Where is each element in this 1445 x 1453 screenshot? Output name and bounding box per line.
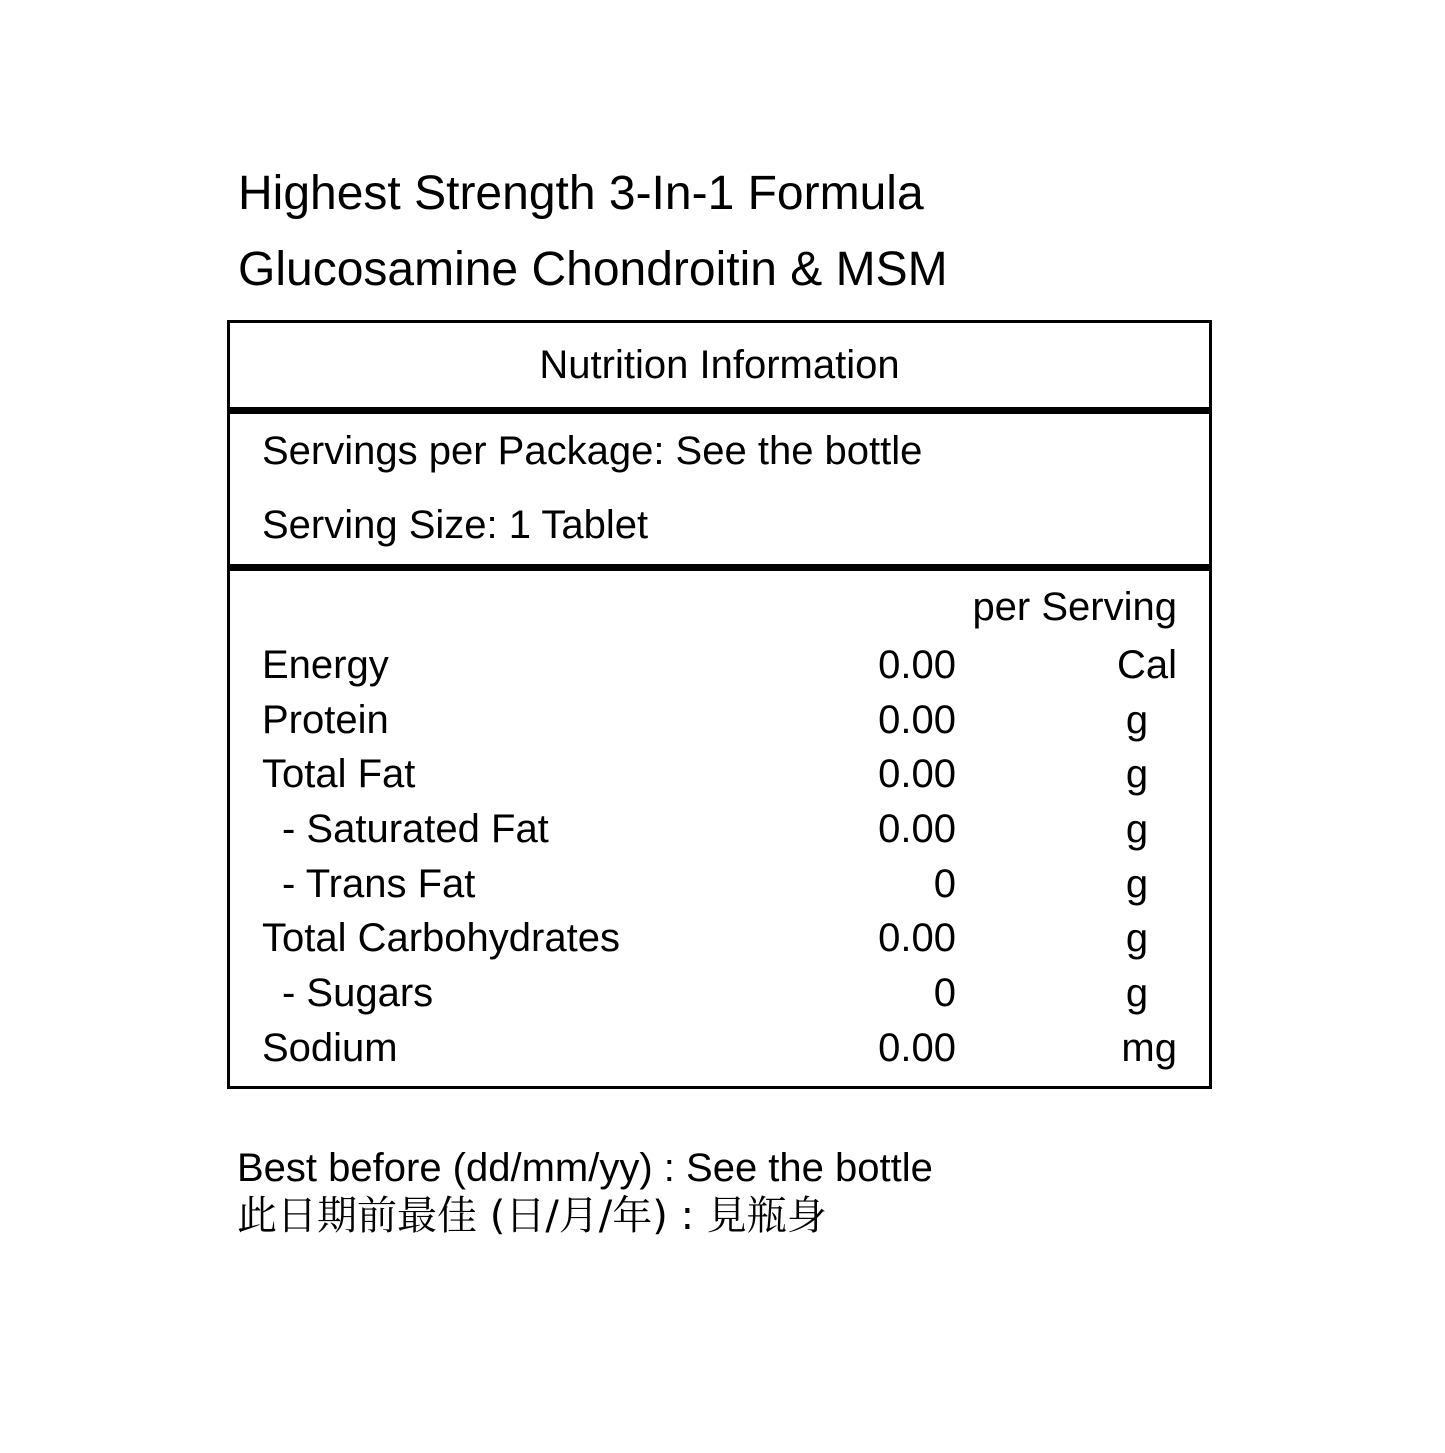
nutrient-unit: mg: [1121, 1025, 1177, 1070]
nutrient-value: 0: [933, 971, 956, 1016]
nutrient-value: 0.00: [878, 697, 956, 742]
best-before-english: Best before (dd/mm/yy) : See the bottle: [237, 1146, 933, 1190]
nutrient-value: 0.00: [878, 916, 956, 961]
nutrition-panel-header: Nutrition Information: [539, 342, 900, 387]
nutrient-list: [230, 645, 1209, 1083]
nutrient-unit: g: [1125, 861, 1149, 906]
nutrient-row: [230, 697, 1209, 755]
serving-size: Serving Size: 1 Tablet: [262, 503, 649, 547]
nutrient-unit: g: [1125, 971, 1149, 1016]
nutrient-name: Energy: [262, 643, 389, 687]
nutrient-unit: g: [1125, 807, 1149, 852]
product-title-line-2: Glucosamine Chondroitin & MSM: [238, 243, 948, 296]
nutrient-value: 0: [933, 861, 956, 906]
nutrient-row: [230, 918, 1209, 973]
nutrient-value: 0.00: [878, 1025, 956, 1070]
nutrient-row: [230, 973, 1209, 1028]
divider: [230, 407, 1209, 414]
nutrient-unit: g: [1125, 752, 1149, 797]
product-title-line-1: Highest Strength 3-In-1 Formula: [238, 167, 924, 220]
nutrient-unit: g: [1125, 697, 1149, 742]
nutrient-unit: g: [1125, 916, 1149, 961]
nutrient-name: - Trans Fat: [282, 861, 476, 906]
per-serving-column-header: per Serving: [972, 585, 1177, 629]
nutrient-row: [230, 645, 1209, 700]
nutrient-value: 0.00: [878, 807, 956, 852]
servings-per-package: Servings per Package: See the bottle: [262, 429, 923, 473]
nutrient-value: 0.00: [878, 643, 956, 687]
nutrient-row: [230, 861, 1209, 919]
nutrient-value: 0.00: [878, 752, 956, 797]
nutrition-panel: [227, 320, 1212, 1089]
nutrient-name: Total Fat: [262, 752, 416, 797]
best-before-chinese: 此日期前最佳 (日/月/年) : 見瓶身: [237, 1193, 827, 1239]
nutrient-name: Protein: [262, 697, 389, 742]
nutrient-unit: Cal: [1116, 643, 1177, 687]
nutrient-name: - Sugars: [282, 971, 434, 1016]
nutrient-name: Sodium: [262, 1025, 398, 1070]
divider: [230, 564, 1209, 571]
nutrient-row: [230, 1025, 1209, 1083]
nutrient-row: [230, 809, 1209, 864]
nutrient-name: Total Carbohydrates: [262, 916, 620, 961]
nutrient-row: [230, 754, 1209, 809]
nutrient-name: - Saturated Fat: [282, 807, 549, 852]
